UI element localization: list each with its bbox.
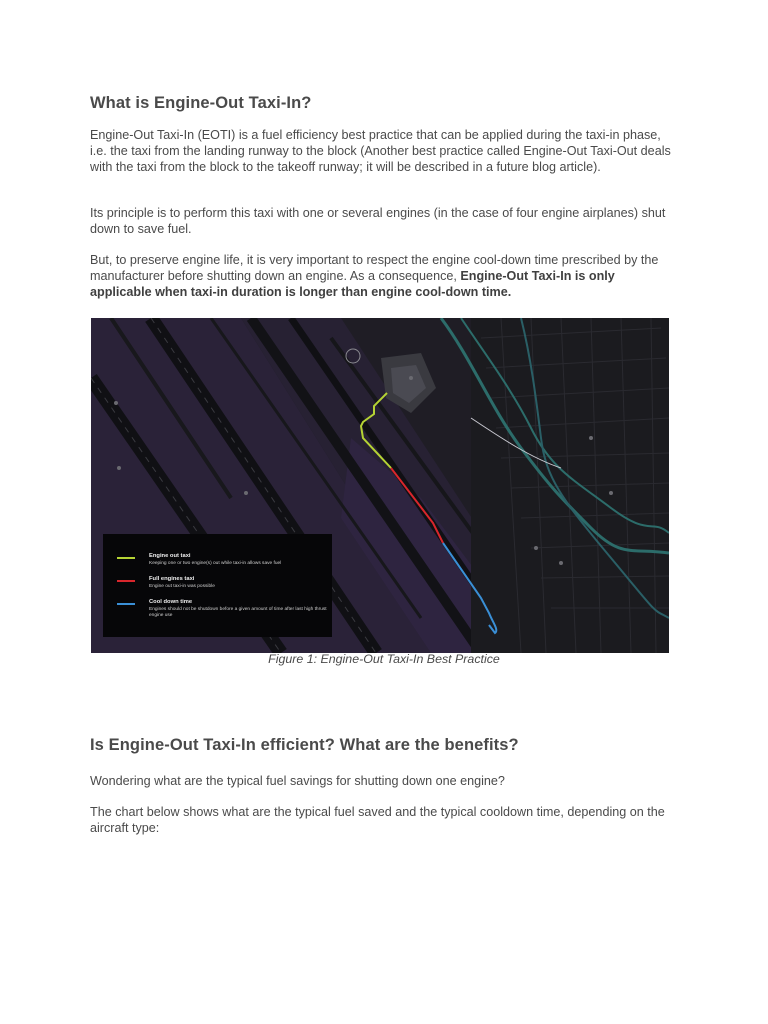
- legend-desc: Engine out taxi-in was possible: [149, 584, 215, 589]
- cool-down-text: But, to preserve engine life, it is very important to respect the engine cool-down time prescribed by the manufacturer before shutting down an engine. As a consequence,: [90, 253, 659, 283]
- figure-caption: Figure 1: Engine-Out Taxi-In Best Practice: [268, 652, 500, 666]
- paragraph-chart-intro: The chart below shows what are the typical fuel saved and the typical cooldown time, depending on the aircraft type:: [90, 805, 665, 835]
- cool-down-swatch: [117, 603, 135, 605]
- cool-down-emphasis: Engine-Out Taxi-In is only applicable when taxi-in duration is longer than engine cool-down time.: [90, 268, 615, 299]
- section-heading-benefits: Is Engine-Out Taxi-In efficient? What are the benefits?: [90, 736, 519, 754]
- paragraph-cool-down: [90, 253, 674, 300]
- legend-title: Full engines taxi: [149, 576, 195, 582]
- paragraph-fuel-savings-question: Wondering what are the typical fuel savings for shutting down one engine?: [90, 774, 505, 788]
- engine-out-swatch: [117, 557, 135, 559]
- taxi-route-map-figure: [91, 318, 669, 653]
- legend-title: Engine out taxi: [149, 553, 191, 559]
- legend-desc: Keeping one or two engine(s) out while taxi-in allows save fuel: [149, 561, 282, 566]
- paragraph-eoti-definition: Engine-Out Taxi-In (EOTI) is a fuel efficiency best practice that can be applied during the taxi-in phase, i.e. the taxi from the landing runway to the block (Another best practice called Engine-Out Taxi-Out deals with the taxi from the block to the takeoff runway; it will be described in a future blog article).: [90, 128, 671, 174]
- map-legend: [103, 534, 332, 637]
- paragraph-eoti-principle: Its principle is to perform this taxi with one or several engines (in the case of four engine airplanes) shut down to save fuel.: [90, 206, 666, 236]
- legend-title: Cool down time: [149, 599, 193, 605]
- section-heading-eoti: What is Engine-Out Taxi-In?: [90, 94, 312, 112]
- legend-desc: Engines should not be shutdown before a given amount of time after last high thrust engine use: [149, 607, 327, 619]
- full-engines-swatch: [117, 580, 135, 582]
